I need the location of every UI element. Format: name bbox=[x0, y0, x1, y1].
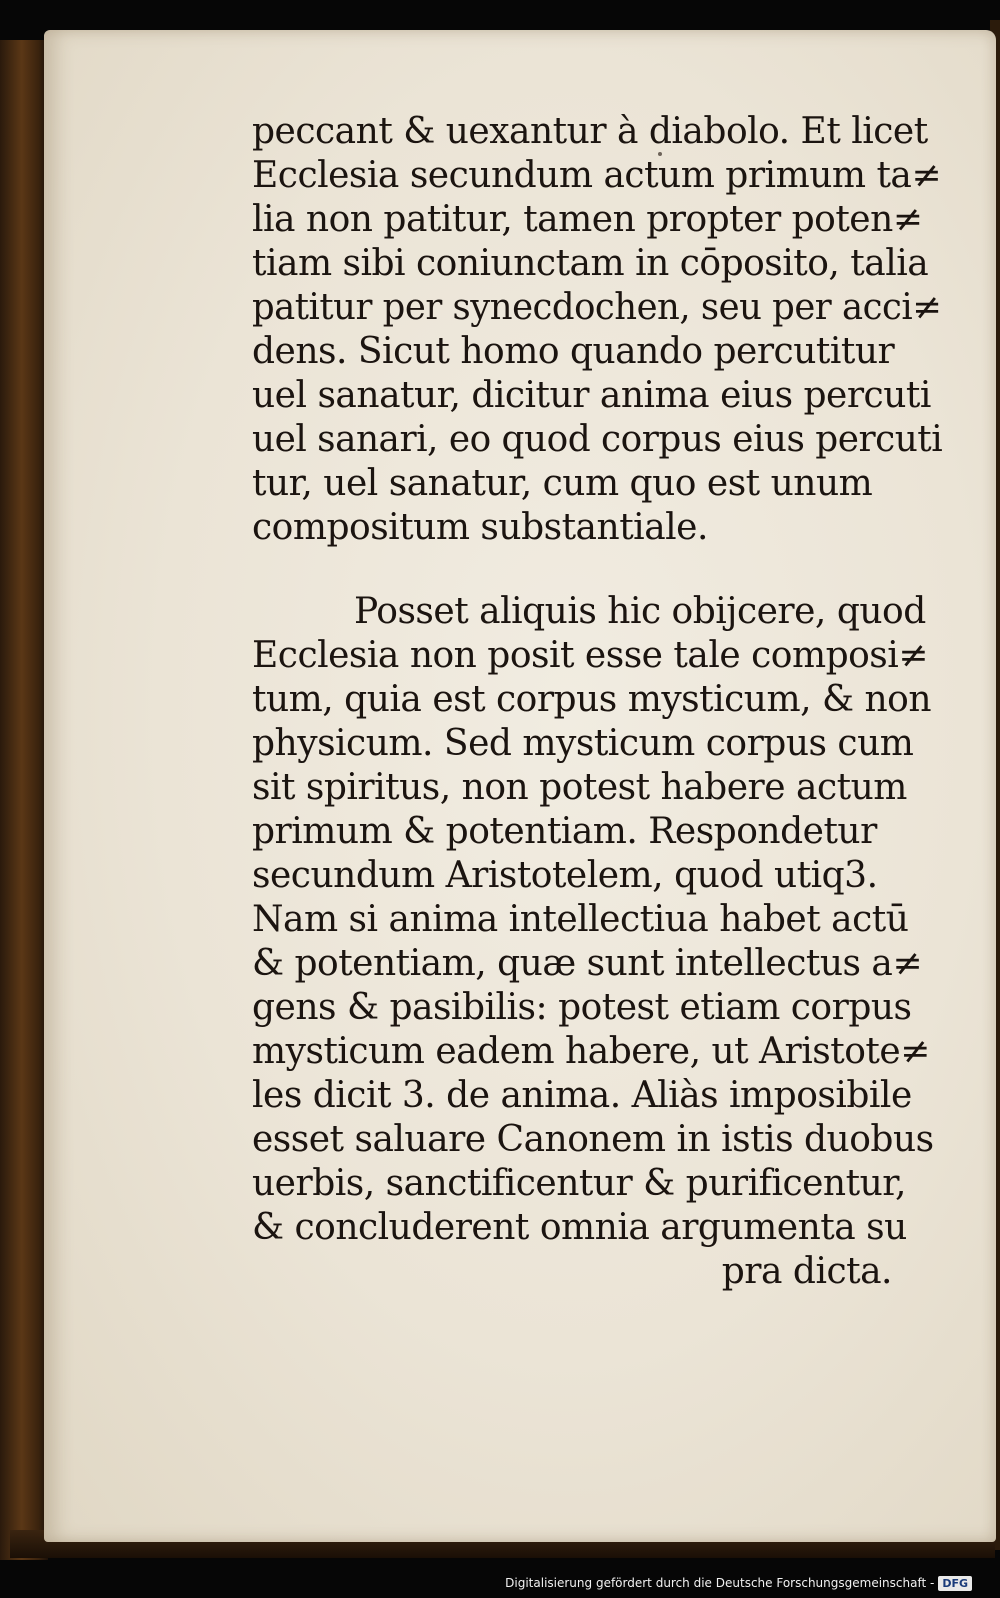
text-line: gens & pasibilis: potest etiam corpus bbox=[252, 987, 912, 1028]
text-line: uel sanatur, dicitur anima eius percuti bbox=[252, 375, 931, 416]
text-line: tiam sibi coniunctam in cōposito, talia bbox=[252, 243, 929, 284]
text-line: tur, uel sanatur, cum quo est unum bbox=[252, 463, 873, 504]
text-line: les dicit 3. de anima. Aliàs imposibile bbox=[252, 1075, 912, 1116]
text-line: mysticum eadem habere, ut Aristote≠ bbox=[252, 1031, 930, 1072]
text-line: physicum. Sed mysticum corpus cum bbox=[252, 723, 914, 764]
text-line: & concluderent omnia argumenta su bbox=[252, 1207, 907, 1248]
text-line-last: pra dicta. bbox=[721, 1251, 892, 1292]
book-binding bbox=[0, 40, 48, 1560]
text-line: Ecclesia non posit esse tale composi≠ bbox=[252, 635, 928, 676]
text-line: uel sanari, eo quod corpus eius percuti bbox=[252, 419, 943, 460]
text-line: lia non patitur, tamen propter poten≠ bbox=[252, 199, 923, 240]
page-text-block bbox=[252, 110, 952, 1294]
credit-text: Digitalisierung gefördert durch die Deutsche Forschungsgemeinschaft - bbox=[505, 1576, 935, 1590]
text-line: Nam si anima intellectiua habet actū bbox=[252, 899, 909, 940]
paragraph-1 bbox=[252, 110, 952, 550]
text-line: & potentiam, quæ sunt intellectus a≠ bbox=[252, 943, 923, 984]
digitization-credit bbox=[505, 1572, 972, 1594]
text-line: secundum Aristotelem, quod utiq3. bbox=[252, 855, 878, 896]
dfg-logo: DFG bbox=[938, 1576, 972, 1591]
text-line: esset saluare Canonem in istis duobus bbox=[252, 1119, 934, 1160]
text-line: Ecclesia secundum actum primum ta≠ bbox=[252, 155, 942, 196]
text-line: compositum substantiale. bbox=[252, 507, 708, 548]
text-line: patitur per synecdochen, seu per acci≠ bbox=[252, 287, 942, 328]
text-line-indented: Posset aliquis hic obijcere, quod bbox=[354, 591, 926, 632]
paragraph-2 bbox=[252, 590, 952, 1294]
text-line: uerbis, sanctificentur & purificentur, bbox=[252, 1163, 906, 1204]
text-line: tum, quia est corpus mysticum, & non bbox=[252, 679, 932, 720]
paragraph-gap bbox=[252, 550, 952, 590]
text-line: primum & potentiam. Respondetur bbox=[252, 811, 877, 852]
text-line: sit spiritus, non potest habere actum bbox=[252, 767, 907, 808]
text-line: dens. Sicut homo quando percutitur bbox=[252, 331, 895, 372]
text-line: peccant & uexantur à diabolo. Et licet bbox=[252, 111, 928, 152]
